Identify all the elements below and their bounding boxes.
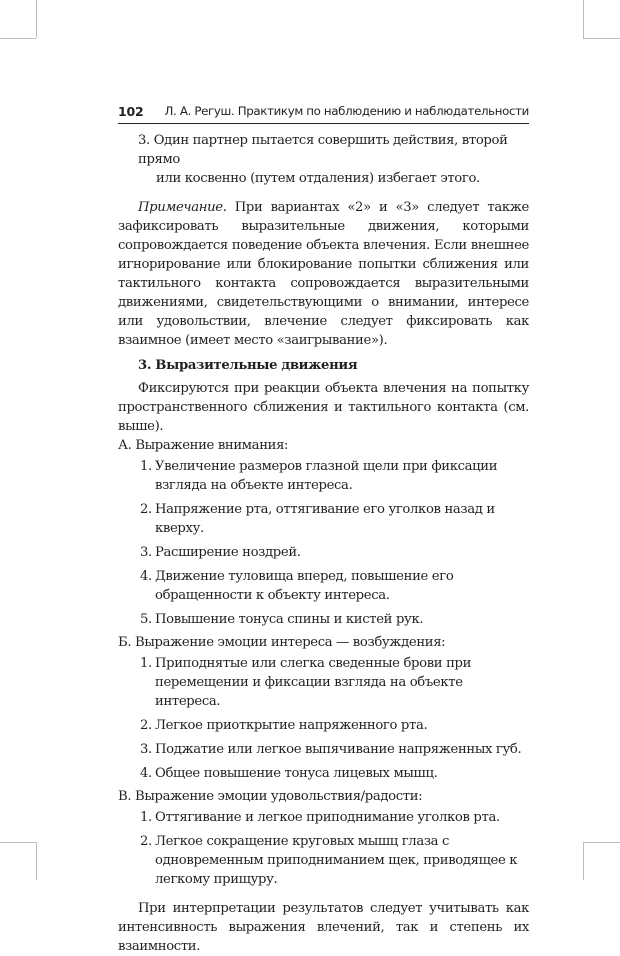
list-item	[118, 131, 529, 188]
list-text: Повышение тонуса спины и кистей рук.	[155, 612, 424, 627]
list-text: Увеличение размеров глазной щели при фиксации взгляда на объекте интереса.	[155, 459, 498, 493]
crop-mark	[36, 842, 37, 880]
list-number: 3.	[140, 742, 152, 757]
list-number: 3.	[140, 545, 152, 560]
list-number: 2.	[140, 718, 152, 733]
list-text: Напряжение рта, оттягивание его уголков назад и кверху.	[155, 502, 495, 536]
page-number: 102	[118, 104, 144, 119]
list-item	[118, 808, 529, 827]
list-item	[118, 610, 529, 629]
list-number: 2.	[140, 834, 152, 849]
list-text: Легкое приоткрытие напряженного рта.	[155, 718, 428, 733]
crop-mark	[583, 842, 620, 843]
note-paragraph	[118, 198, 529, 350]
list-number: 1.	[140, 656, 152, 671]
crop-mark	[0, 842, 36, 843]
group-c-title: В. Выражение эмоции удовольствия/радости:	[118, 789, 423, 804]
list-item	[118, 500, 529, 538]
conclusion-paragraph: При интерпретации результатов следует учитывать как интенсивность выражения влечений, так и степень их взаимности.	[118, 901, 529, 954]
list-text: Оттягивание и легкое приподнимание уголков рта.	[155, 810, 500, 825]
list-text: Приподнятые или слегка сведенные брови при перемещении и фиксации взгляда на объекте интереса.	[155, 656, 472, 709]
list-item	[118, 740, 529, 759]
crop-mark	[0, 38, 36, 39]
crop-mark	[583, 842, 584, 880]
list-number: 4.	[140, 766, 152, 781]
list-number: 2.	[140, 502, 152, 517]
page-body	[118, 131, 529, 956]
list-item	[118, 716, 529, 735]
group-b-title: Б. Выражение эмоции интереса — возбуждения:	[118, 635, 446, 650]
list-item	[118, 457, 529, 495]
list-number: 4.	[140, 569, 152, 584]
list-item-line: 3. Один партнер пытается совершить действия, второй прямо	[138, 133, 508, 167]
list-item-line: или косвенно (путем отдаления) избегает этого.	[156, 171, 480, 186]
list-text: Легкое сокращение круговых мышц глаза с одновременным приподниманием щек, приводящее к легкому прищуру.	[155, 834, 518, 887]
list-item	[118, 832, 529, 889]
list-text: Расширение ноздрей.	[155, 545, 301, 560]
note-lead: Примечание.	[138, 200, 227, 215]
page-header	[118, 104, 529, 124]
list-text: Общее повышение тонуса лицевых мышц.	[155, 766, 438, 781]
list-number: 5.	[140, 612, 152, 627]
group-a-title: А. Выражение внимания:	[118, 438, 289, 453]
list-number: 1.	[140, 459, 152, 474]
crop-mark	[583, 0, 584, 38]
note-text: При вариантах «2» и «3» следует также зафиксировать выразительные движения, которыми сопровождается поведение объекта влечения. Если внешнее игнорирование или блокирование попытки сближения или тактильного контакта сопровождается выразительными движениями, свидетельствующими о внимании, интересе или удовольствии, влечение следует фиксировать как взаимное (имеет место «заигрывание»).	[118, 200, 529, 348]
list-text: Поджатие или легкое выпячивание напряженных губ.	[155, 742, 522, 757]
crop-mark	[36, 0, 37, 38]
header-rule	[118, 123, 529, 124]
section-title: 3. Выразительные движения	[138, 358, 358, 373]
list-item	[118, 654, 529, 711]
crop-mark	[583, 38, 620, 39]
list-item	[118, 764, 529, 783]
list-item	[118, 543, 529, 562]
list-item	[118, 567, 529, 605]
list-number: 1.	[140, 810, 152, 825]
intro-paragraph: Фиксируются при реакции объекта влечения на попытку пространственного сближения и тактильного контакта (см. выше).	[118, 381, 529, 434]
list-text: Движение туловища вперед, повышение его обращенности к объекту интереса.	[155, 569, 454, 603]
running-title: Л. А. Регуш. Практикум по наблюдению и наблюдательности	[164, 104, 529, 118]
